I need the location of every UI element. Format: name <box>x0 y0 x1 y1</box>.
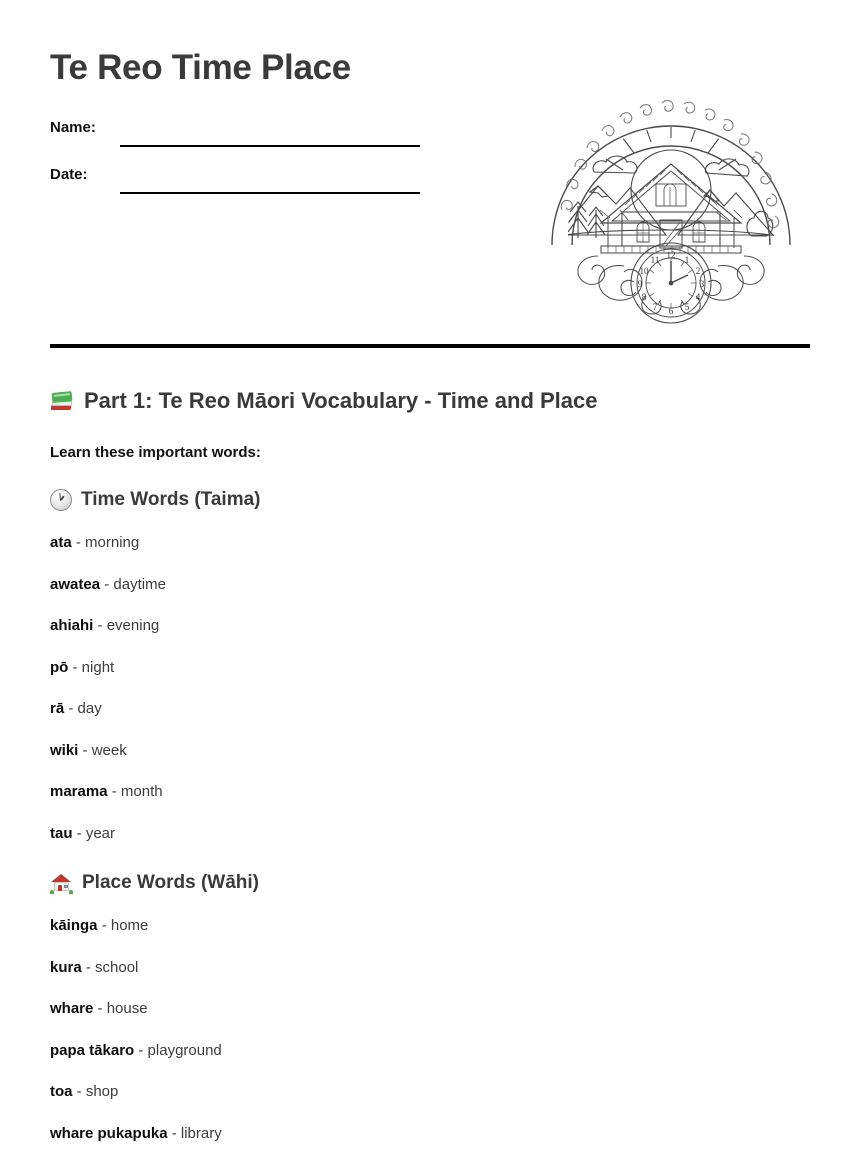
list-item <box>50 916 550 958</box>
vocab-term: marama <box>50 783 108 800</box>
vocab-gloss: morning <box>85 534 139 551</box>
vocab-separator: - <box>98 917 111 934</box>
vocab-gloss: night <box>82 659 115 676</box>
vocab-term: wiki <box>50 742 78 759</box>
svg-text:2: 2 <box>696 266 701 276</box>
vocab-separator: - <box>78 742 91 759</box>
vocab-gloss: week <box>92 742 127 759</box>
list-item <box>50 741 550 783</box>
vocab-separator: - <box>64 700 77 717</box>
wharenui-clock-koru-illustration <box>538 60 804 326</box>
svg-text:3: 3 <box>700 279 705 289</box>
vocab-term: tau <box>50 825 73 842</box>
vocab-separator: - <box>93 617 106 634</box>
svg-text:11: 11 <box>651 255 660 265</box>
vocab-term: ahiahi <box>50 617 93 634</box>
vocab-gloss: playground <box>148 1042 222 1059</box>
vocab-separator: - <box>134 1042 147 1059</box>
house-icon <box>50 872 73 894</box>
vocab-separator: - <box>72 534 85 551</box>
name-field-row <box>50 119 430 143</box>
vocab-gloss: day <box>78 700 102 717</box>
vocab-gloss: school <box>95 959 138 976</box>
books-icon <box>50 389 74 413</box>
vocab-separator: - <box>100 576 113 593</box>
name-field-label: Name: <box>50 119 96 136</box>
clock-icon <box>50 489 72 511</box>
svg-text:4: 4 <box>696 292 701 302</box>
vocab-gloss: year <box>86 825 115 842</box>
part-1-heading-text: Part 1: Te Reo Māori Vocabulary - Time and Place <box>84 388 598 414</box>
vocab-term: rā <box>50 700 64 717</box>
vocab-term: whare <box>50 1000 93 1017</box>
list-item <box>50 1041 550 1083</box>
header-divider <box>50 344 810 348</box>
list-item <box>50 1124 550 1165</box>
vocab-separator: - <box>168 1125 181 1142</box>
list-item <box>50 1082 550 1124</box>
vocab-gloss: library <box>181 1125 222 1142</box>
svg-text:1: 1 <box>685 255 690 265</box>
vocab-separator: - <box>93 1000 106 1017</box>
place-words-list <box>50 916 550 1165</box>
instruction-text: Learn these important words: <box>50 444 261 461</box>
time-words-heading-text: Time Words (Taima) <box>81 489 260 511</box>
svg-text:7: 7 <box>653 302 658 312</box>
date-field-label: Date: <box>50 166 88 183</box>
list-item <box>50 533 550 575</box>
vocab-gloss: evening <box>107 617 160 634</box>
svg-text:9: 9 <box>638 279 643 289</box>
vocab-term: pō <box>50 659 68 676</box>
list-item <box>50 824 550 866</box>
svg-text:12: 12 <box>667 250 676 260</box>
time-words-heading <box>50 489 260 511</box>
vocab-gloss: house <box>107 1000 148 1017</box>
vocab-gloss: home <box>111 917 149 934</box>
list-item <box>50 999 550 1041</box>
vocab-gloss: shop <box>86 1083 119 1100</box>
vocab-separator: - <box>82 959 95 976</box>
vocab-term: toa <box>50 1083 73 1100</box>
svg-text:10: 10 <box>640 266 650 276</box>
vocab-separator: - <box>73 1083 86 1100</box>
vocab-gloss: daytime <box>113 576 166 593</box>
name-field-writing-line[interactable] <box>120 145 420 147</box>
list-item <box>50 658 550 700</box>
page-title: Te Reo Time Place <box>50 48 351 88</box>
time-words-list <box>50 533 550 865</box>
svg-text:6: 6 <box>669 306 674 316</box>
vocab-gloss: month <box>121 783 163 800</box>
vocab-term: kāinga <box>50 917 98 934</box>
vocab-term: awatea <box>50 576 100 593</box>
vocab-separator: - <box>73 825 86 842</box>
place-words-heading <box>50 872 259 894</box>
date-field-row <box>50 166 430 190</box>
vocab-term: papa tākaro <box>50 1042 134 1059</box>
place-words-heading-text: Place Words (Wāhi) <box>82 872 259 894</box>
list-item <box>50 782 550 824</box>
list-item <box>50 575 550 617</box>
date-field-writing-line[interactable] <box>120 192 420 194</box>
svg-text:8: 8 <box>642 292 647 302</box>
part-1-heading <box>50 388 598 414</box>
vocab-separator: - <box>108 783 121 800</box>
vocab-separator: - <box>68 659 81 676</box>
vocab-term: kura <box>50 959 82 976</box>
list-item <box>50 699 550 741</box>
list-item <box>50 616 550 658</box>
vocab-term: ata <box>50 534 72 551</box>
vocab-term: whare pukapuka <box>50 1125 168 1142</box>
svg-text:5: 5 <box>685 302 690 312</box>
list-item <box>50 958 550 1000</box>
